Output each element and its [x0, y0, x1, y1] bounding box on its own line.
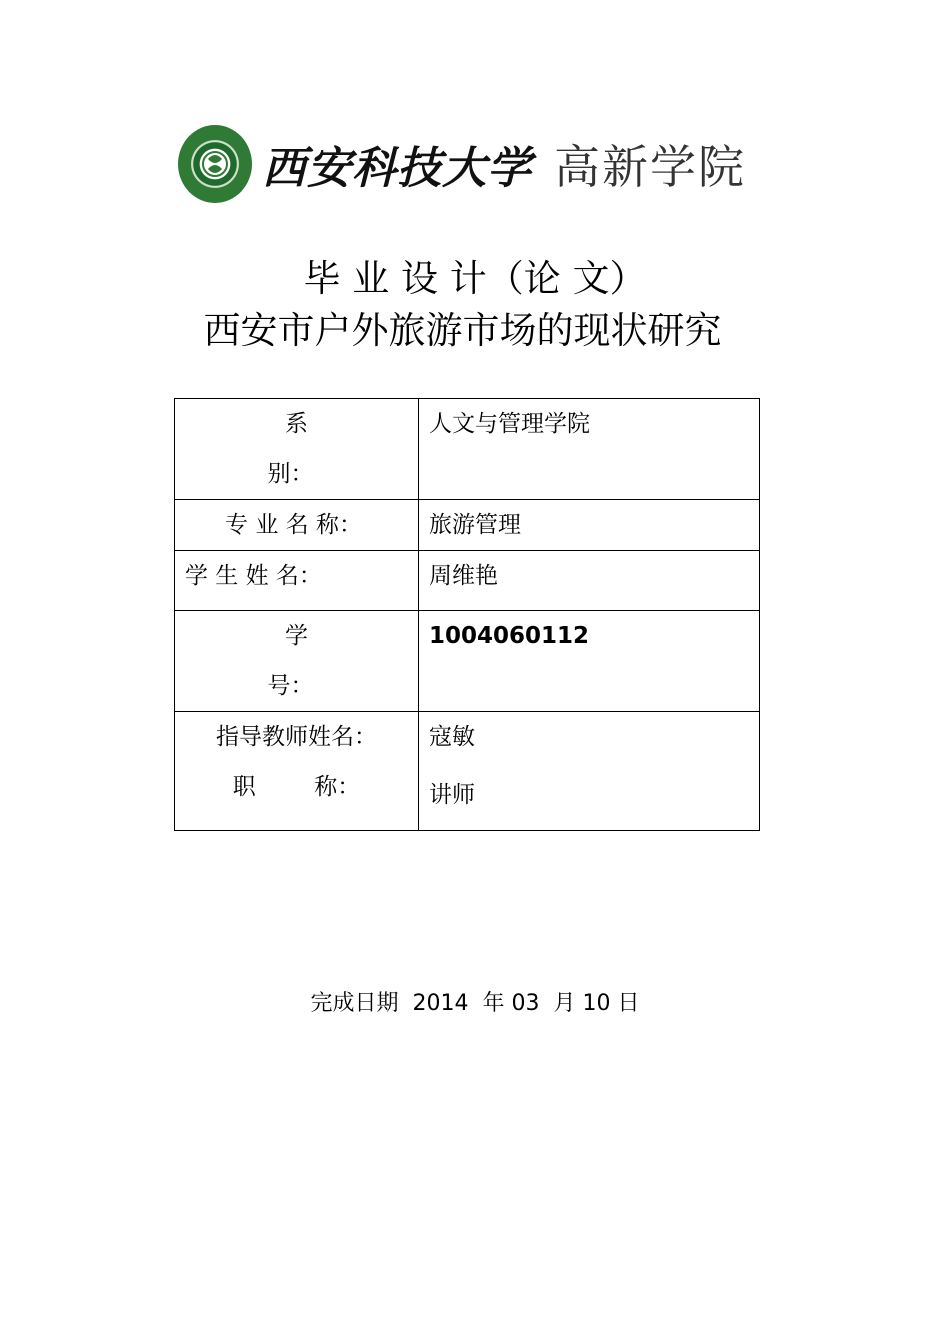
student-id-value: 1004060112	[429, 623, 590, 649]
dept-label-1: 系	[285, 411, 308, 437]
table-row	[175, 712, 760, 831]
student-label-cell	[175, 551, 419, 611]
student-value-cell	[419, 551, 760, 611]
id-value-cell	[419, 611, 760, 712]
dept-value: 人文与管理学院	[429, 411, 590, 437]
doc-type-title: 毕 业 设 计（论 文）	[303, 257, 647, 300]
info-table	[174, 398, 760, 831]
major-value: 旅游管理	[429, 512, 521, 538]
school-logo	[178, 122, 746, 206]
table-row	[175, 551, 760, 611]
title-label: 职 称：	[232, 774, 361, 800]
major-label-cell	[175, 500, 419, 551]
advisor-title-value: 讲师	[429, 782, 475, 808]
school-emblem-icon	[178, 125, 252, 203]
id-label-cell	[175, 611, 419, 712]
dept-label-cell	[175, 399, 419, 500]
thesis-title: 西安市户外旅游市场的现状研究	[203, 309, 722, 352]
school-sub: 高新学院	[554, 140, 746, 194]
advisor-label-cell	[175, 712, 419, 831]
table-row	[175, 611, 760, 712]
student-label: 学 生 姓 名：	[185, 563, 322, 589]
id-label-1: 学	[285, 623, 308, 649]
table-row	[175, 399, 760, 500]
student-value: 周维艳	[429, 563, 498, 589]
advisor-value-cell	[419, 712, 760, 831]
table-row	[175, 500, 760, 551]
completion-date: 完成日期 2014 年 03 月 10 日	[310, 991, 640, 1016]
advisor-label: 指导教师姓名：	[216, 724, 377, 750]
dept-label-2: 别：	[267, 461, 314, 487]
major-value-cell	[419, 500, 760, 551]
major-label: 专 业 名 称：	[225, 512, 362, 538]
id-label-2: 号：	[267, 673, 314, 699]
advisor-value: 寇敏	[429, 724, 475, 750]
dept-value-cell	[419, 399, 760, 500]
school-name: 西安科技大学	[262, 143, 532, 194]
